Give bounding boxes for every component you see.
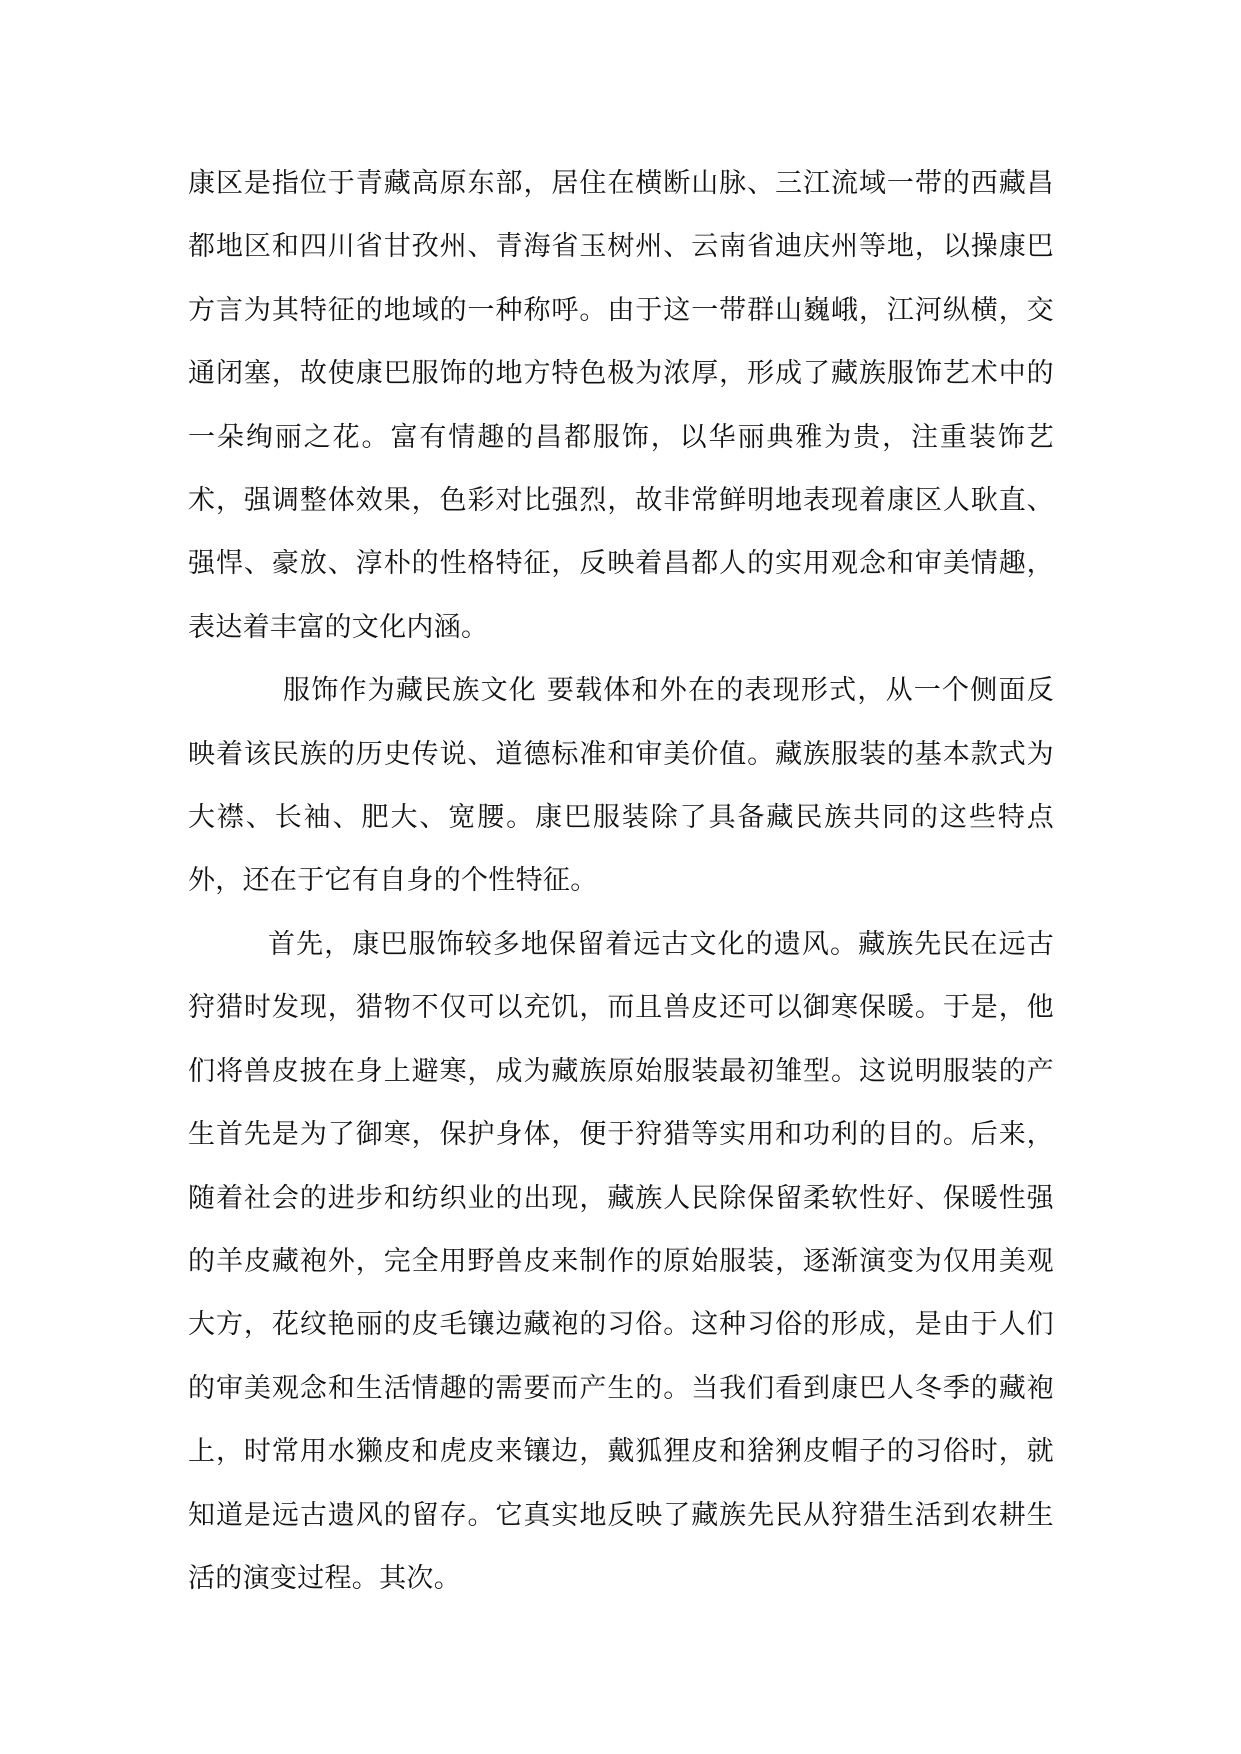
paragraph-1: 康区是指位于青藏高原东部，居住在横断山脉、三江流域一带的西藏昌都地区和四川省甘孜州、青海省玉树州、云南省迪庆州等地，以操康巴方言为其特征的地域的一种称呼。由于这一带群山巍峨，江河纵横，交通闭塞，故使康巴服饰的地方特色极为浓厚，形成了藏族服饰艺术中的一朵绚丽之花。富有情趣的昌都服饰，以华丽典雅为贵，注重装饰艺术，强调整体效果，色彩对比强烈，故非常鲜明地表现着康区人耿直、强悍、豪放、淳朴的性格特征，反映着昌都人的实用观念和审美情趣，表达着丰富的文化内涵。 (188, 168, 1054, 643)
paragraph-3: 首先，康巴服饰较多地保留着远古文化的遗风。藏族先民在远古狩猎时发现，猎物不仅可以充饥，而且兽皮还可以御寒保暖。于是，他们将兽皮披在身上避寒，成为藏族原始服装最初雏型。这说明服装的产生首先是为了御寒，保护身体，便于狩猎等实用和功利的目的。后来，随着社会的进步和纺织业的出现，藏族人民除保留柔软性好、保暖性强的羊皮藏袍外，完全用野兽皮来制作的原始服装，逐渐演变为仅用美观大方，花纹艳丽的皮毛镶边藏袍的习俗。这种习俗的形成，是由于人们的审美观念和生活情趣的需要而产生的。当我们看到康巴人冬季的藏袍上，时常用水獭皮和虎皮来镶边，戴狐狸皮和猞猁皮帽子的习俗时，就知道是远古遗风的留存。它真实地反映了藏族先民从狩猎生活到农耕生活的演变过程。其次。 (188, 928, 1054, 1594)
paragraph-2: 服饰作为藏民族文化 要载体和外在的表现形式，从一个侧面反映着该民族的历史传说、道德标准和审美价值。藏族服装的基本款式为大襟、长袖、肥大、宽腰。康巴服装除了具备藏民族共同的这些特点外，还在于它有自身的个性特征。 (188, 675, 1054, 897)
document-body (188, 152, 1054, 1610)
